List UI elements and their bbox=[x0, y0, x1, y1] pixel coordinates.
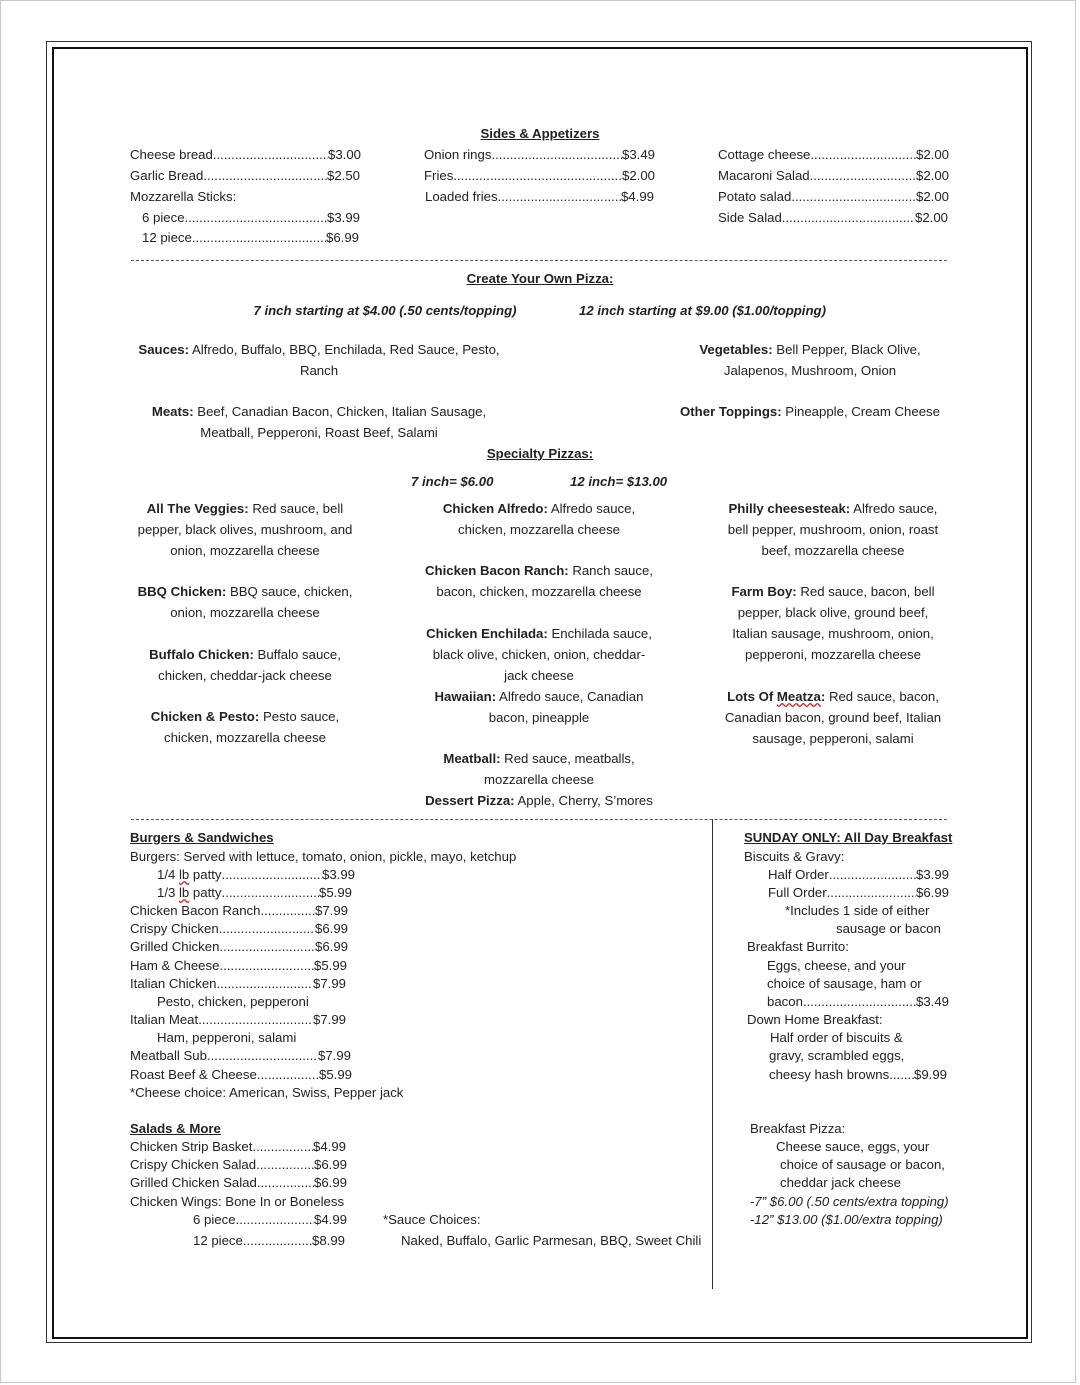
menu-item: 12 piece ..... $8.99 bbox=[193, 1233, 345, 1249]
pizza-desc: Italian sausage, mushroom, onion, bbox=[732, 626, 934, 641]
sauces-line-2: Ranch bbox=[299, 363, 339, 378]
breakfast-pizza-12inch: -12” $13.00 ($1.00/extra topping) bbox=[750, 1212, 943, 1227]
pizza-dessert: Dessert Pizza: Apple, Cherry, S’mores bbox=[425, 793, 653, 808]
burrito-label: Breakfast Burrito: bbox=[747, 939, 849, 954]
pizza-desc: onion, mozzarella cheese bbox=[170, 605, 320, 620]
item-desc: Ham, pepperoni, salami bbox=[157, 1030, 297, 1045]
burgers-title: Burgers & Sandwiches bbox=[130, 830, 274, 845]
item-desc: choice of sausage, ham or bbox=[767, 976, 922, 991]
burgers-intro: Burgers: Served with lettuce, tomato, onion, pickle, mayo, ketchup bbox=[130, 849, 517, 864]
mozzarella-sticks-label: Mozzarella Sticks: bbox=[130, 189, 237, 204]
pizza-desc: mozzarella cheese bbox=[484, 772, 594, 787]
menu-item: Side Salad ..... $2.00 bbox=[718, 210, 948, 226]
item-desc: Cheese sauce, eggs, your bbox=[776, 1139, 930, 1154]
specialty-title: Specialty Pizzas: bbox=[486, 446, 594, 461]
pizza-all-the-veggies: All The Veggies: Red sauce, bell bbox=[146, 501, 344, 516]
sauce-choices-list: Naked, Buffalo, Garlic Parmesan, BBQ, Sweet Chili bbox=[401, 1233, 702, 1248]
other-toppings-line: Other Toppings: Pineapple, Cream Cheese bbox=[680, 404, 940, 419]
pizza-desc: bacon, pineapple bbox=[488, 710, 590, 725]
menu-item: Crispy Chicken ..... $6.99 bbox=[130, 921, 348, 937]
pizza-philly-cheesesteak: Philly cheesesteak: Alfredo sauce, bbox=[728, 501, 938, 516]
breakfast-pizza-label: Breakfast Pizza: bbox=[750, 1121, 846, 1136]
pizza-desc: jack cheese bbox=[504, 668, 574, 683]
menu-item: Chicken Bacon Ranch ..... $7.99 bbox=[130, 903, 348, 919]
menu-item: Cheese bread ..... $3.00 bbox=[130, 147, 361, 163]
menu-item: Garlic Bread ..... $2.50 bbox=[130, 168, 360, 184]
meats-line: Meats: Beef, Canadian Bacon, Chicken, Italian Sausage, bbox=[151, 404, 487, 419]
pizza-bbq-chicken: BBQ Chicken: BBQ sauce, chicken, bbox=[137, 584, 353, 599]
pizza-chicken-enchilada: Chicken Enchilada: Enchilada sauce, bbox=[426, 626, 652, 641]
cyo-12inch-price: 12 inch starting at $9.00 ($1.00/topping) bbox=[579, 303, 826, 318]
section-divider bbox=[131, 260, 947, 261]
includes-note-2: sausage or bacon bbox=[836, 921, 941, 936]
cyo-7inch-price: 7 inch starting at $4.00 (.50 cents/topping) bbox=[253, 303, 517, 318]
cyo-title: Create Your Own Pizza: bbox=[466, 271, 614, 286]
pizza-desc: chicken, mozzarella cheese bbox=[458, 522, 620, 537]
specialty-7inch-price: 7 inch= $6.00 bbox=[411, 474, 494, 489]
pizza-desc: beef, mozzarella cheese bbox=[761, 543, 905, 558]
menu-item: Meatball Sub ..... $7.99 bbox=[130, 1048, 351, 1064]
pizza-desc: pepperoni, mozzarella cheese bbox=[745, 647, 921, 662]
menu-item: Grilled Chicken ..... $6.99 bbox=[130, 939, 348, 955]
salads-title: Salads & More bbox=[130, 1121, 221, 1136]
vegetables-line-2: Jalapenos, Mushroom, Onion bbox=[723, 363, 897, 378]
menu-item: Potato salad ..... $2.00 bbox=[718, 189, 949, 205]
menu-item: Italian Chicken ..... $7.99 bbox=[130, 976, 346, 992]
section-divider bbox=[131, 819, 947, 820]
pizza-buffalo-chicken: Buffalo Chicken: Buffalo sauce, bbox=[149, 647, 341, 662]
wings-label: Chicken Wings: Bone In or Boneless bbox=[130, 1194, 345, 1209]
vegetables-line: Vegetables: Bell Pepper, Black Olive, bbox=[699, 342, 921, 357]
includes-note: *Includes 1 side of either bbox=[785, 903, 930, 918]
specialty-12inch-price: 12 inch= $13.00 bbox=[570, 474, 668, 489]
breakfast-pizza-7inch: -7” $6.00 (.50 cents/extra topping) bbox=[750, 1194, 949, 1209]
menu-item: Fries ..... $2.00 bbox=[424, 168, 655, 184]
meats-line-2: Meatball, Pepperoni, Roast Beef, Salami bbox=[200, 425, 438, 440]
pizza-chicken-alfredo: Chicken Alfredo: Alfredo sauce, bbox=[442, 501, 636, 516]
pizza-desc: bacon, chicken, mozzarella cheese bbox=[436, 584, 642, 599]
pizza-hawaiian: Hawaiian: Alfredo sauce, Canadian bbox=[434, 689, 644, 704]
menu-item: Chicken Strip Basket ..... $4.99 bbox=[130, 1139, 346, 1155]
pizza-desc: black olive, chicken, onion, cheddar- bbox=[432, 647, 646, 662]
menu-item: Half Order ..... $3.99 bbox=[768, 867, 949, 883]
item-desc: gravy, scrambled eggs, bbox=[769, 1048, 905, 1063]
pizza-meatball: Meatball: Red sauce, meatballs, bbox=[443, 751, 635, 766]
menu-item: Loaded fries ..... $4.99 bbox=[425, 189, 654, 205]
biscuits-label: Biscuits & Gravy: bbox=[744, 849, 845, 864]
item-desc: Half order of biscuits & bbox=[770, 1030, 903, 1045]
menu-item: 6 piece ..... $3.99 bbox=[142, 210, 360, 226]
breakfast-title: SUNDAY ONLY: All Day Breakfast bbox=[744, 830, 953, 845]
pizza-desc: pepper, black olive, ground beef, bbox=[737, 605, 929, 620]
cheese-note: *Cheese choice: American, Swiss, Pepper jack bbox=[130, 1085, 404, 1100]
menu-item: Macaroni Salad ..... $2.00 bbox=[718, 168, 949, 184]
pizza-desc: chicken, cheddar-jack cheese bbox=[158, 668, 332, 683]
item-desc: Pesto, chicken, pepperoni bbox=[157, 994, 309, 1009]
sides-title: Sides & Appetizers bbox=[480, 126, 600, 141]
pizza-desc: onion, mozzarella cheese bbox=[170, 543, 320, 558]
column-divider bbox=[712, 819, 713, 1289]
pizza-chicken-pesto: Chicken & Pesto: Pesto sauce, bbox=[150, 709, 340, 724]
menu-item: Onion rings ..... $3.49 bbox=[424, 147, 655, 163]
menu-item: Crispy Chicken Salad ..... $6.99 bbox=[130, 1157, 347, 1173]
pizza-chicken-bacon-ranch: Chicken Bacon Ranch: Ranch sauce, bbox=[425, 563, 653, 578]
menu-item: Roast Beef & Cheese ..... $5.99 bbox=[130, 1067, 352, 1083]
sauce-choices-label: *Sauce Choices: bbox=[383, 1212, 481, 1227]
menu-item: cheesy hash browns ..... $9.99 bbox=[769, 1067, 947, 1083]
item-desc: cheddar jack cheese bbox=[780, 1175, 901, 1190]
pizza-desc: Canadian bacon, ground beef, Italian bbox=[724, 710, 942, 725]
menu-item: 1/4 lb patty ..... $3.99 bbox=[157, 867, 355, 883]
menu-item: Cottage cheese ..... $2.00 bbox=[718, 147, 949, 163]
menu-item: Ham & Cheese ..... $5.99 bbox=[130, 958, 347, 974]
menu-item: 6 piece ..... $4.99 bbox=[193, 1212, 347, 1228]
pizza-desc: sausage, pepperoni, salami bbox=[752, 731, 914, 746]
menu-item: Italian Meat ..... $7.99 bbox=[130, 1012, 346, 1028]
item-desc: Eggs, cheese, and your bbox=[767, 958, 906, 973]
menu-item: bacon ..... $3.49 bbox=[767, 994, 949, 1010]
pizza-desc: chicken, mozzarella cheese bbox=[164, 730, 326, 745]
menu-item: Full Order ..... $6.99 bbox=[768, 885, 949, 901]
menu-item: Grilled Chicken Salad ..... $6.99 bbox=[130, 1175, 347, 1191]
item-desc: choice of sausage or bacon, bbox=[780, 1157, 945, 1172]
pizza-desc: pepper, black olives, mushroom, and bbox=[137, 522, 353, 537]
downhome-label: Down Home Breakfast: bbox=[747, 1012, 883, 1027]
pizza-desc: bell pepper, mushroom, onion, roast bbox=[727, 522, 939, 537]
pizza-farm-boy: Farm Boy: Red sauce, bacon, bell bbox=[731, 584, 935, 599]
menu-item: 12 piece ..... $6.99 bbox=[142, 230, 359, 246]
menu-item: 1/3 lb patty ..... $5.99 bbox=[157, 885, 352, 901]
pizza-lots-of-meatza: Lots Of Meatza: Red sauce, bacon, bbox=[727, 689, 939, 704]
sauces-line: Sauces: Alfredo, Buffalo, BBQ, Enchilada, Red Sauce, Pesto, bbox=[138, 342, 500, 357]
